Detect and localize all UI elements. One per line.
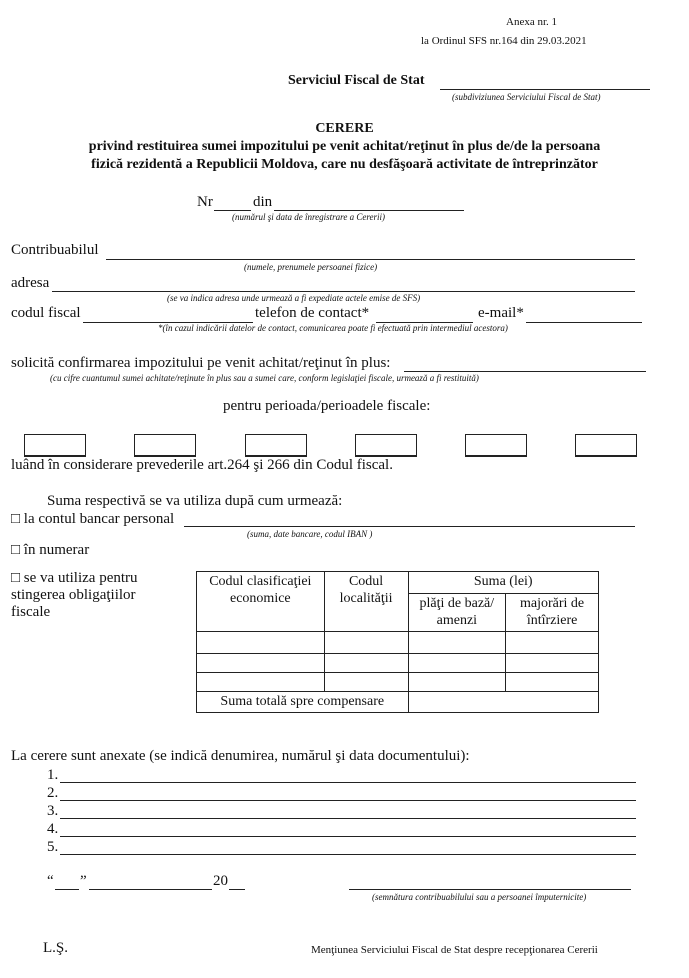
fiscal-code-label: codul fiscal bbox=[11, 305, 81, 321]
date-day-field[interactable] bbox=[55, 889, 79, 890]
cash-option[interactable]: □ în numerar bbox=[11, 542, 90, 558]
total-row bbox=[197, 692, 599, 713]
period-box-6[interactable] bbox=[575, 434, 637, 457]
taxpayer-name-field[interactable] bbox=[106, 259, 635, 260]
header-economic-code: Codul clasificaţiei economice bbox=[197, 572, 325, 632]
sfs-reception-mention: Menţiunea Serviciului Fiscal de Stat despre recepţionarea Cererii bbox=[311, 944, 598, 956]
order-reference: la Ordinul SFS nr.164 din 29.03.2021 bbox=[421, 35, 587, 47]
header-base-payments: plăţi de bază/ amenzi bbox=[408, 594, 506, 632]
attachment-field[interactable] bbox=[60, 782, 636, 783]
header-late-penalties: majorări de întîrziere bbox=[506, 594, 599, 632]
signature-note: (semnătura contribuabilului sau a persoanei împuternicite) bbox=[372, 892, 587, 902]
table-cell[interactable] bbox=[408, 654, 506, 673]
date-month-field[interactable] bbox=[89, 889, 212, 890]
phone-label: telefon de contact* bbox=[255, 305, 370, 321]
attachment-field[interactable] bbox=[60, 818, 636, 819]
attachment-number: 4. bbox=[47, 821, 59, 837]
attachment-field[interactable] bbox=[60, 800, 636, 801]
date-close-quote: ” bbox=[80, 873, 87, 889]
bank-details-field[interactable] bbox=[184, 526, 635, 527]
table-cell[interactable] bbox=[324, 673, 408, 692]
address-field[interactable] bbox=[52, 291, 635, 292]
total-label: Suma totală spre compensare bbox=[197, 692, 409, 713]
request-amount-field[interactable] bbox=[404, 371, 646, 372]
registration-nr-label: Nr bbox=[197, 194, 213, 210]
request-text: solicită confirmarea impozitului pe venit achitat/reţinut în plus: bbox=[11, 355, 391, 371]
table-cell[interactable] bbox=[197, 632, 325, 654]
total-value-cell[interactable] bbox=[408, 692, 599, 713]
table-cell[interactable] bbox=[506, 632, 599, 654]
addressee-note: (subdiviziunea Serviciului Fiscal de Stat) bbox=[452, 92, 601, 102]
table-cell[interactable] bbox=[324, 632, 408, 654]
address-label: adresa bbox=[11, 275, 50, 291]
table-cell[interactable] bbox=[506, 654, 599, 673]
contacts-note: *(în cazul indicării datelor de contact, comunicarea poate fi efectuată prin intermediul acestora) bbox=[158, 323, 508, 333]
obligations-option[interactable]: □ se va utiliza pentru bbox=[11, 570, 138, 586]
stamp-placeholder: L.Ş. bbox=[43, 940, 69, 956]
bank-account-option[interactable]: □ la contul bancar personal bbox=[11, 511, 175, 527]
taxpayer-note: (numele, prenumele persoanei fizice) bbox=[244, 262, 378, 272]
attachment-field[interactable] bbox=[60, 854, 636, 855]
request-note: (cu cifre cuantumul sumei achitate/reţinute în plus sau a sumei care, conform legislaţiei fiscale, urmează a fi restituită) bbox=[50, 373, 479, 383]
date-year-prefix: 20 bbox=[213, 873, 228, 889]
document-title: CERERE bbox=[315, 121, 374, 136]
periods-label: pentru perioada/perioadele fiscale: bbox=[223, 398, 431, 414]
title-line-1: privind restituirea sumei impozitului pe venit achitat/reţinut în plus de/de la persoana bbox=[88, 139, 601, 154]
header-locality-code: Codul localităţii bbox=[324, 572, 408, 632]
usage-intro: Suma respectivă se va utiliza după cum urmează: bbox=[47, 493, 343, 509]
period-box-3[interactable] bbox=[245, 434, 307, 457]
taxpayer-label: Contribuabilul bbox=[11, 242, 99, 258]
address-note: (se va indica adresa unde urmează a fi expediate actele emise de SFS) bbox=[167, 293, 421, 303]
table-row bbox=[197, 654, 599, 673]
attachment-number: 5. bbox=[47, 839, 59, 855]
date-year-field[interactable] bbox=[229, 889, 245, 890]
obligations-option-line-2: stingerea obligaţiilor bbox=[11, 587, 136, 603]
attachment-number: 1. bbox=[47, 767, 59, 783]
attachment-number: 3. bbox=[47, 803, 59, 819]
attachments-intro: La cerere sunt anexate (se indică denumirea, numărul şi data documentului): bbox=[11, 748, 470, 764]
header-sum: Suma (lei) bbox=[408, 572, 599, 594]
title-line-2: fizică rezidentă a Republicii Moldova, care nu desfăşoară activitate de întreprinzător bbox=[91, 157, 598, 172]
legal-basis-text: luând în considerare prevederile art.264 şi 266 din Codul fiscal. bbox=[11, 457, 393, 473]
obligations-option-line-3: fiscale bbox=[11, 604, 51, 620]
registration-note: (numărul şi data de înregistrare a Cererii) bbox=[232, 212, 385, 222]
email-field[interactable] bbox=[526, 322, 642, 323]
date-open-quote: “ bbox=[47, 873, 54, 889]
period-box-4[interactable] bbox=[355, 434, 417, 457]
period-box-2[interactable] bbox=[134, 434, 196, 457]
attachment-field[interactable] bbox=[60, 836, 636, 837]
table-cell[interactable] bbox=[408, 632, 506, 654]
table-cell[interactable] bbox=[197, 673, 325, 692]
registration-din-label: din bbox=[253, 194, 273, 210]
obligations-table bbox=[196, 571, 599, 713]
annex-label: Anexa nr. 1 bbox=[506, 16, 558, 28]
attachment-number: 2. bbox=[47, 785, 59, 801]
table-cell[interactable] bbox=[408, 673, 506, 692]
registration-number-field[interactable] bbox=[214, 210, 251, 211]
table-cell[interactable] bbox=[324, 654, 408, 673]
table-row bbox=[197, 632, 599, 654]
period-box-1[interactable] bbox=[24, 434, 86, 457]
table-cell[interactable] bbox=[197, 654, 325, 673]
bank-details-note: (suma, date bancare, codul IBAN ) bbox=[247, 529, 373, 539]
registration-date-field[interactable] bbox=[274, 210, 464, 211]
table-cell[interactable] bbox=[506, 673, 599, 692]
addressee-label: Serviciul Fiscal de Stat bbox=[288, 73, 425, 88]
email-label: e-mail* bbox=[478, 305, 524, 321]
addressee-field[interactable] bbox=[440, 89, 650, 90]
signature-field[interactable] bbox=[349, 889, 631, 890]
table-row bbox=[197, 673, 599, 692]
period-box-5[interactable] bbox=[465, 434, 527, 457]
